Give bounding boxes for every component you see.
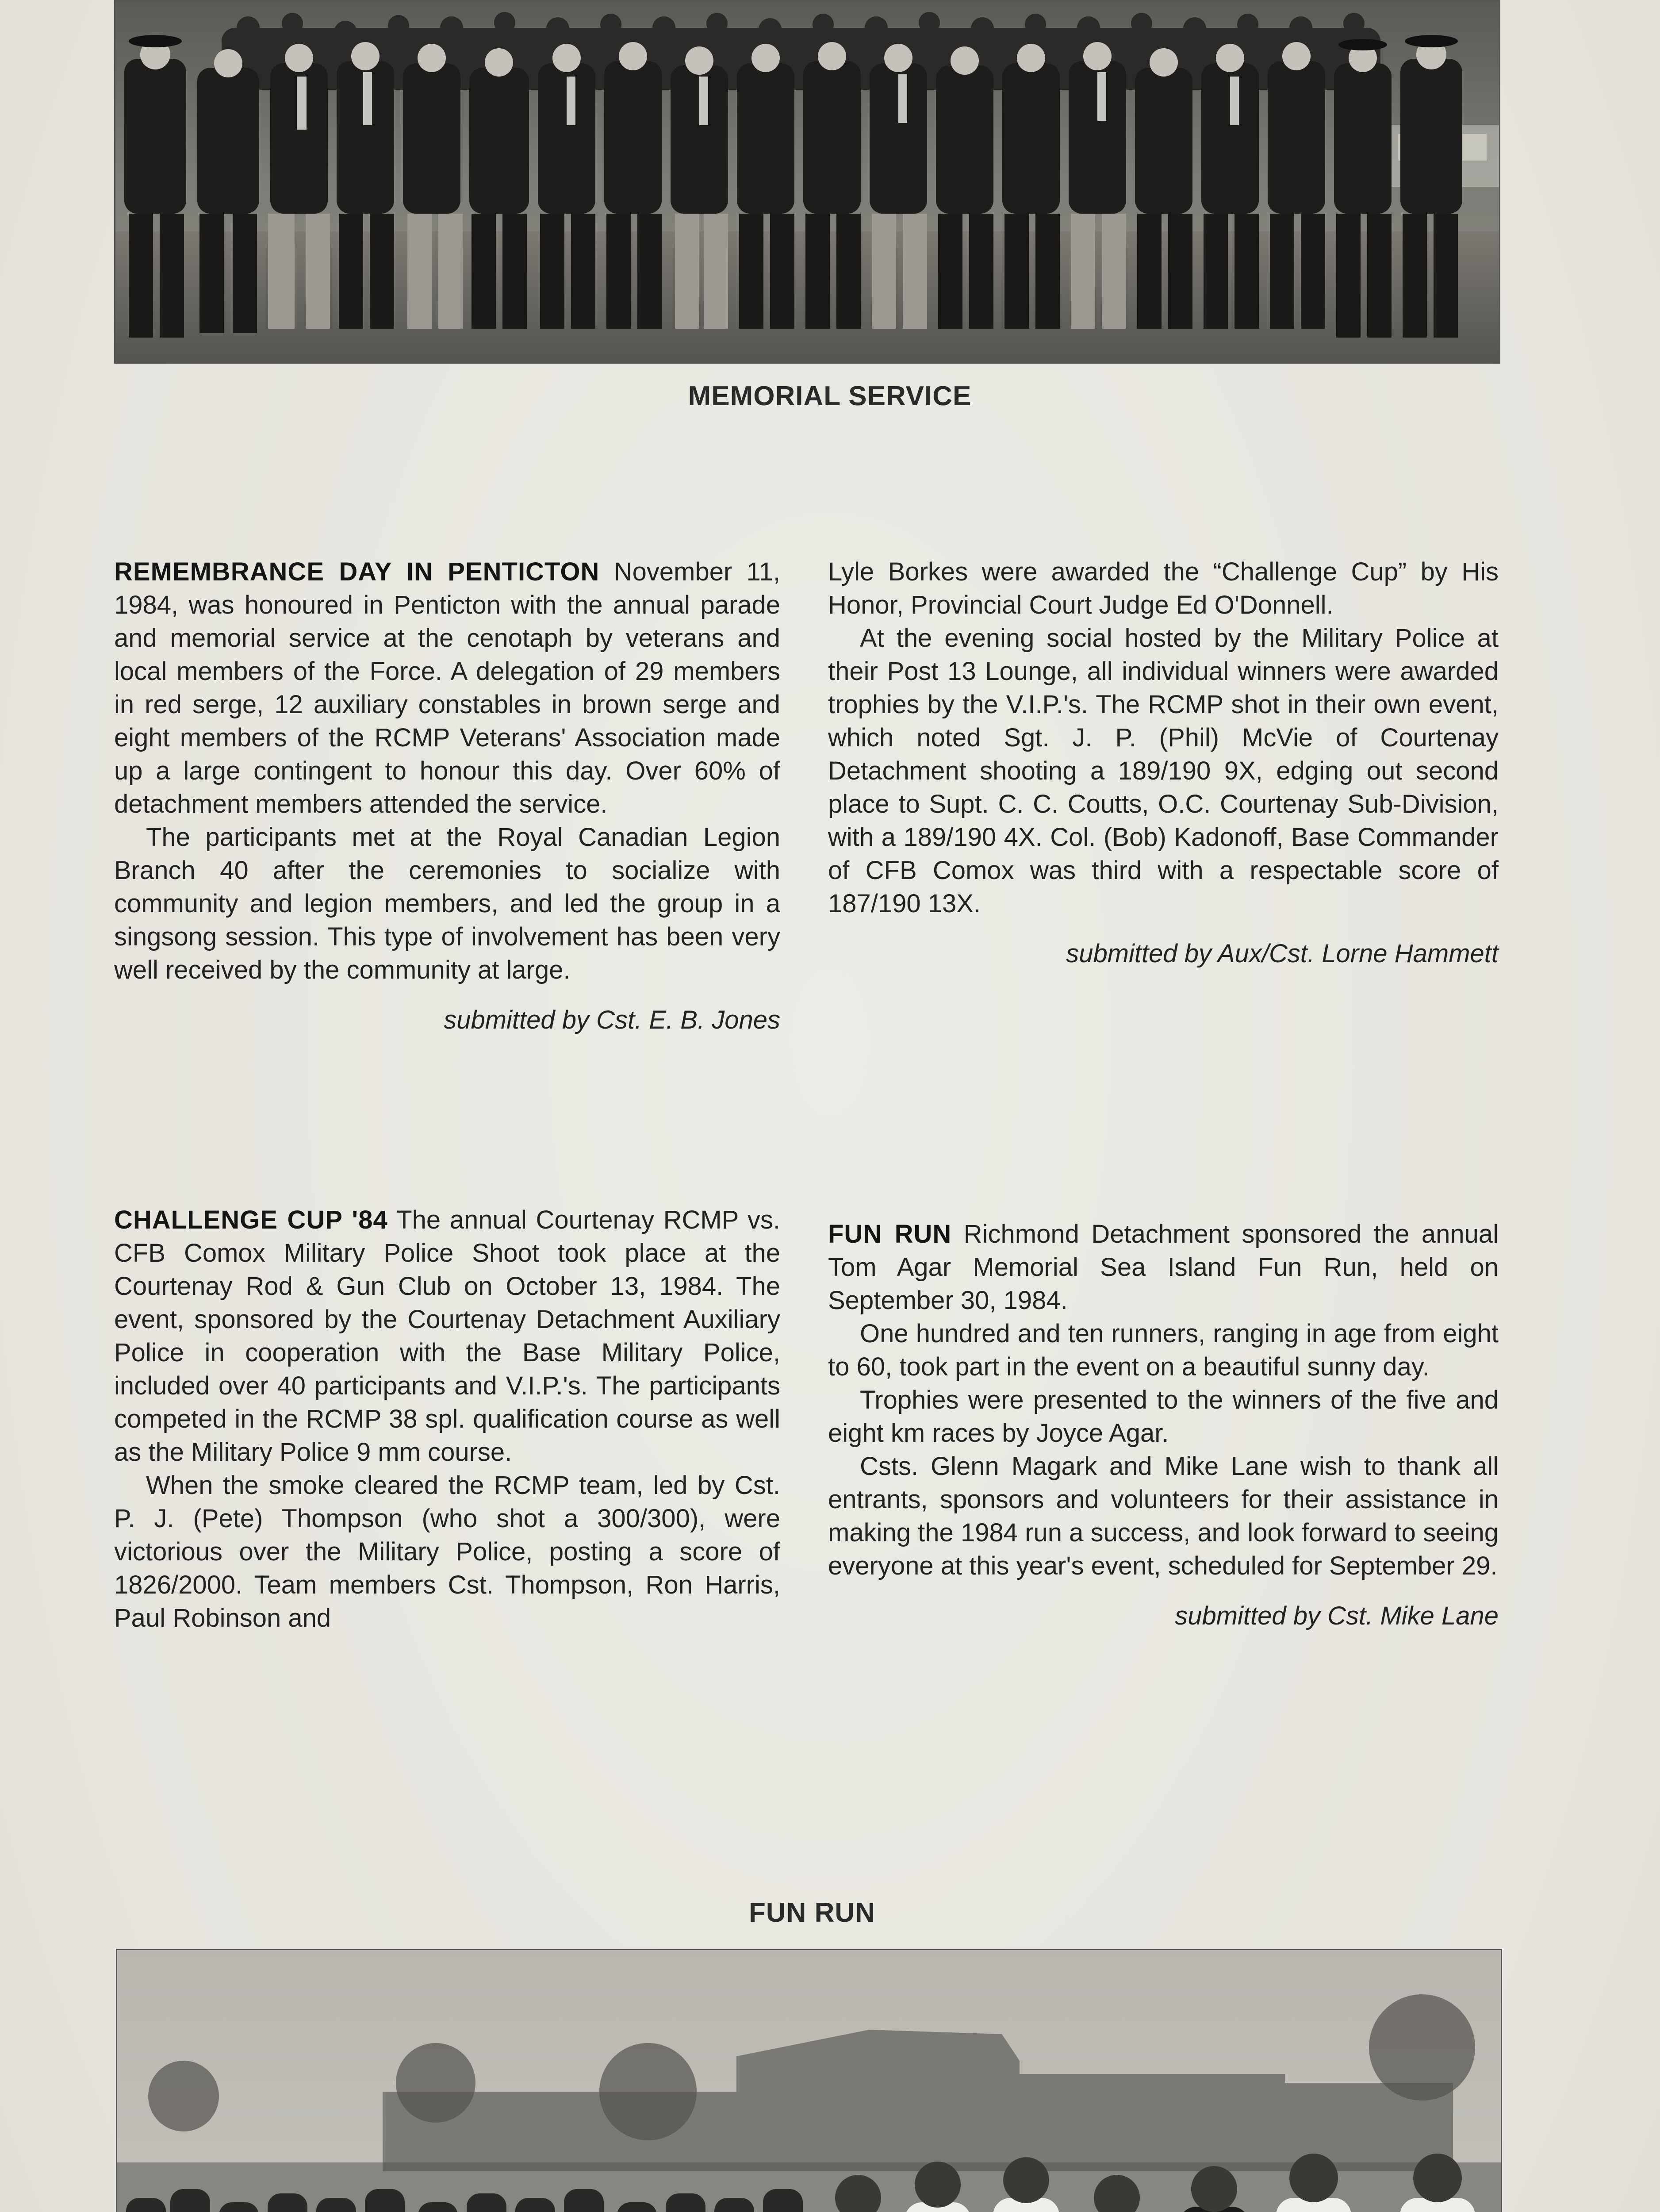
fun-run-byline: submitted by Cst. Mike Lane [1175,1601,1499,1630]
challenge-cup-paragraph-3: Lyle Borkes were awarded the “Challenge Cup” by His Honor, Provincial Court Judge Ed O'Donnell. [828,557,1499,619]
challenge-cup-headline: CHALLENGE CUP '84 [114,1206,388,1234]
challenge-cup-byline: submitted by Aux/Cst. Lorne Hammett [1066,939,1499,968]
memorial-service-photo [114,0,1500,364]
memorial-group-image [115,1,1499,362]
challenge-cup-paragraph-1: The annual Courtenay RCMP vs. CFB Comox Military Police Shoot took place at the Courtenay Rod & Gun Club on October 13, 1984. The event, sponsored by the Courtenay Detachment Auxiliary Police in cooperation with the Base Military Police, included over 40 participants and V.I.P.'s. The participants competed in the RCMP 38 spl. qualification course as well as the Military Police 9 mm course. [114,1206,780,1467]
fun-run-image [117,1950,1501,2212]
fun-run-article [828,1217,1499,1632]
fun-run-photo [116,1949,1502,2212]
fun-run-paragraph-2: One hundred and ten runners, ranging in age from eight to 60, took part in the event on a beautiful sunny day. [828,1319,1499,1381]
fun-run-paragraph-3: Trophies were presented to the winners of the five and eight km races by Joyce Agar. [828,1386,1499,1448]
challenge-cup-paragraph-4: At the evening social hosted by the Military Police at their Post 13 Lounge, all individual winners were awarded trophies by the V.I.P.'s. The RCMP shot in their own event, which noted Sgt. J. P. (Phil) McVie of Courtenay Detachment shooting a 189/190 9X, edging out second place to Supt. C. C. Coutts, O.C. Courtenay Sub-Division, with a 189/190 4X. Col. (Bob) Kadonoff, Base Commander of CFB Comox was third with a respectable score of 187/190 13X. [828,624,1499,918]
memorial-service-caption: MEMORIAL SERVICE [688,381,972,411]
challenge-cup-article [114,1203,780,1635]
challenge-cup-paragraph-2: When the smoke cleared the RCMP team, led by Cst. P. J. (Pete) Thompson (who shot a 300/300), were victorious over the Military Police, posting a score of 1826/2000. Team members Cst. Thompson, Ron Harris, Paul Robinson and [114,1471,780,1632]
fun-run-headline: FUN RUN [828,1220,952,1248]
remembrance-day-headline: REMEMBRANCE DAY IN PENTICTON [114,557,600,586]
fun-run-caption: FUN RUN [749,1897,875,1928]
remembrance-day-paragraph-2: The participants met at the Royal Canadian Legion Branch 40 after the ceremonies to socialize with community and legion members, and led the group in a singsong session. This type of involvement has been very well received by the community at large. [114,823,780,984]
fun-run-paragraph-4: Csts. Glenn Magark and Mike Lane wish to thank all entrants, sponsors and volunteers for their assistance in making the 1984 run a success, and look forward to seeing everyone at this year's event, scheduled for September 29. [828,1452,1499,1580]
remembrance-day-paragraph-1: November 11, 1984, was honoured in Penticton with the annual parade and memorial service at the cenotaph by veterans and local members of the Force. A delegation of 29 members in red serge, 12 auxiliary constables in brown serge and eight members of the RCMP Veterans' Association made up a large contingent to honour this day. Over 60% of detachment members attended the service. [114,557,781,818]
fun-run-paragraph-1: Richmond Detachment sponsored the annual Tom Agar Memorial Sea Island Fun Run, held on September 30, 1984. [828,1220,1499,1315]
remembrance-day-byline: submitted by Cst. E. B. Jones [444,1006,780,1034]
remembrance-day-article [114,555,780,1037]
challenge-cup-continued-article [828,555,1499,970]
